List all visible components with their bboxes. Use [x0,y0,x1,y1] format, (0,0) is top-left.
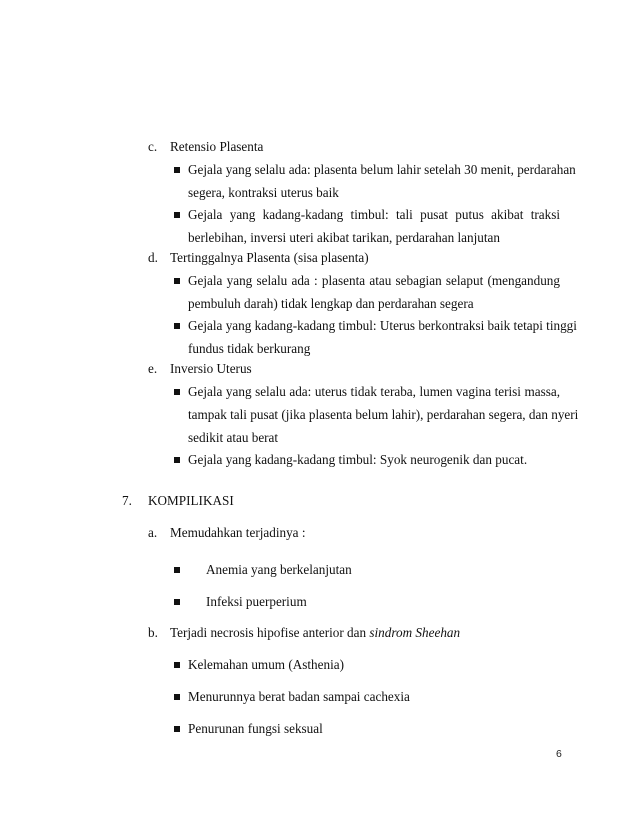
section-7b-item1: Kelemahan umum (Asthenia) [188,657,345,672]
section-c-title: Retensio Plasenta [170,139,264,154]
bullet-square-icon [174,662,180,668]
section-7b-title-plain: Terjadi necrosis hipofise anterior dan [170,625,367,640]
section-7b-item3: Penurunan fungsi seksual [188,721,323,736]
section-7b-item2: Menurunnya berat badan sampai cachexia [188,689,410,704]
section-7a-title: Memudahkan terjadinya : [170,525,306,540]
page-number: 6 [556,748,562,760]
bullet-square-icon [174,694,180,700]
section-e-title: Inversio Uterus [170,361,252,376]
section-7b-title-italic: sindrom Sheehan [369,625,461,640]
bullet-square-icon [174,567,180,573]
section-7b-marker: b. [148,625,158,640]
section-7b-title [170,625,460,641]
bullet-square-icon [174,323,180,329]
section-d-bullet2-line2: fundus tidak berkurang [188,341,311,356]
section-7-title: KOMPILIKASI [148,493,234,508]
section-e-bullet1-line1: Gejala yang selalu ada: uterus tidak teraba, lumen vagina terisi massa, [188,384,560,399]
bullet-square-icon [174,167,180,173]
bullet-square-icon [174,212,180,218]
section-d-bullet1-line2: pembuluh darah) tidak lengkap dan perdarahan segera [188,296,474,311]
section-7-number: 7. [122,493,132,508]
section-7a-item2: Infeksi puerperium [206,594,307,609]
section-c-bullet2-line2: berlebihan, inversi uteri akibat tarikan, perdarahan lanjutan [188,230,500,245]
bullet-square-icon [174,278,180,284]
section-7a-item1: Anemia yang berkelanjutan [206,562,352,577]
section-c-bullet2-line1: Gejala yang kadang-kadang timbul: tali pusat putus akibat traksi [188,207,560,222]
section-d-bullet2-line1: Gejala yang kadang-kadang timbul: Uterus berkontraksi baik tetapi tinggi [188,318,577,333]
section-e-bullet1-line3: sedikit atau berat [188,430,279,445]
bullet-square-icon [174,389,180,395]
bullet-square-icon [174,599,180,605]
section-c-bullet1-line1: Gejala yang selalu ada: plasenta belum lahir setelah 30 menit, perdarahan [188,162,576,177]
section-d-bullet1-line1: Gejala yang selalu ada : plasenta atau sebagian selaput (mengandung [188,273,560,288]
section-7a-marker: a. [148,525,158,540]
section-c-marker: c. [148,139,158,154]
section-d-title: Tertinggalnya Plasenta (sisa plasenta) [170,250,369,265]
section-d-marker: d. [148,250,158,265]
section-e-marker: e. [148,361,158,376]
bullet-square-icon [174,726,180,732]
bullet-square-icon [174,457,180,463]
section-e-bullet2-line1: Gejala yang kadang-kadang timbul: Syok neurogenik dan pucat. [188,452,528,467]
section-c-bullet1-line2: segera, kontraksi uterus baik [188,185,339,200]
section-e-bullet1-line2: tampak tali pusat (jika plasenta belum lahir), perdarahan segera, dan nyeri [188,407,579,422]
